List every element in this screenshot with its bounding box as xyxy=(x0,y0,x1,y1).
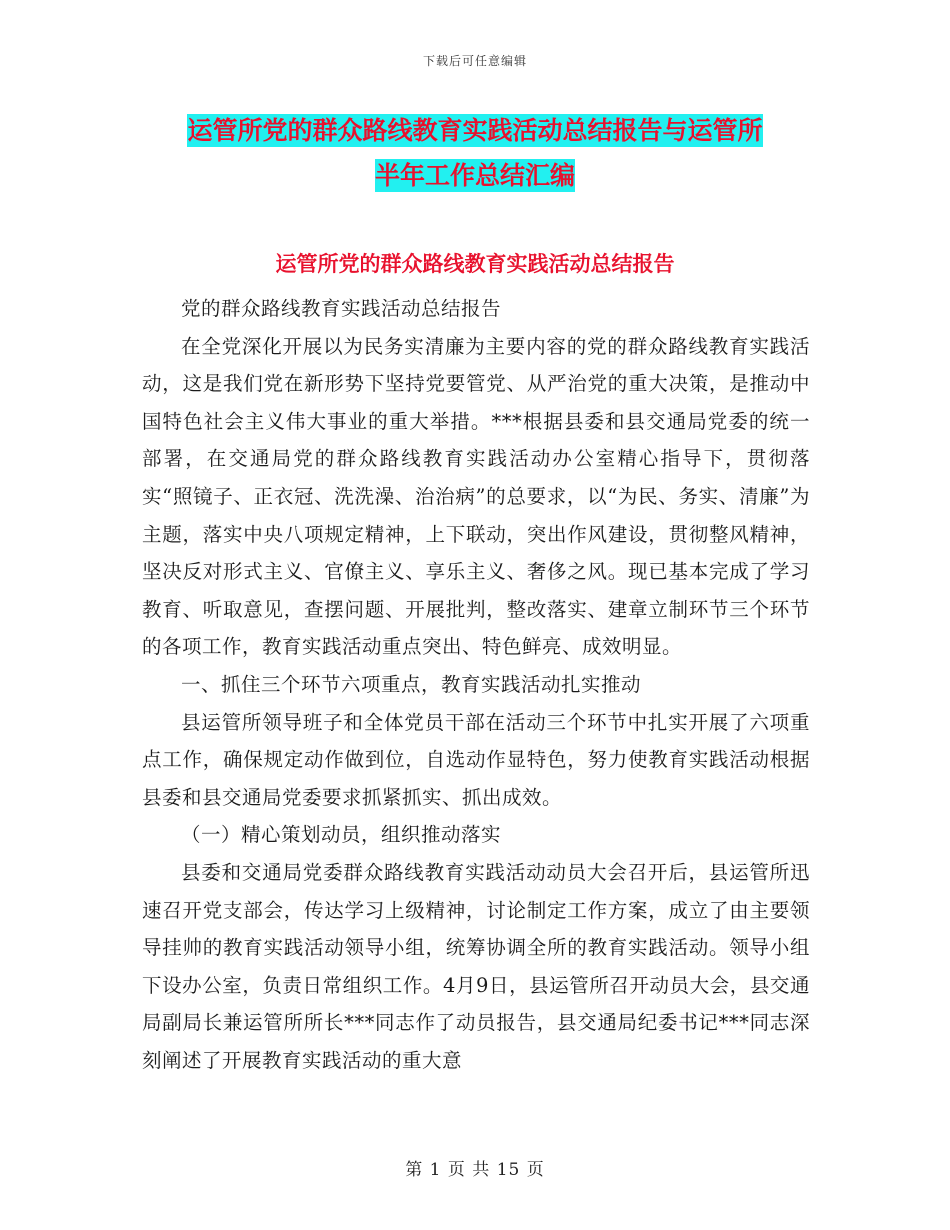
document-body xyxy=(142,290,810,1079)
paragraph-heading: 一、抓住三个环节六项重点，教育实践活动扎实推动 xyxy=(181,672,642,696)
document-title-line-1: 运管所党的群众路线教育实践活动总结报告与运管所 xyxy=(187,116,763,145)
paragraph: 县运管所领导班子和全体党员干部在活动三个环节中扎实开展了六项重点工作，确保规定动作做到位，自选动作显特色，努力使教育实践活动根据县委和县交通局党委要求抓紧抓实、抓出成效。 xyxy=(142,710,810,809)
paragraph: 县委和交通局党委群众路线教育实践活动动员大会召开后，县运管所迅速召开党支部会，传达学习上级精神，讨论制定工作方案，成立了由主要领导挂帅的教育实践活动领导小组，统筹协调全所的教育实践活动。领导小组下设办公室，负责日常组织工作。4月9日，县运管所召开动员大会，县交通局副局长兼运管所所长***同志作了动员报告，县交通局纪委书记***同志深刻阐述了开展教育实践活动的重大意 xyxy=(142,860,810,1072)
paragraph-subheading: （一）精心策划动员，组织推动落实 xyxy=(181,823,502,847)
document-title xyxy=(140,108,810,198)
section-title: 运管所党的群众路线教育实践活动总结报告 xyxy=(275,252,675,276)
page-number: 第 1 页 共 15 页 xyxy=(405,1160,545,1180)
paragraph: 在全党深化开展以为民务实清廉为主要内容的党的群众路线教育实践活动，这是我们党在新形势下坚持党要管党、从严治党的重大决策，是推动中国特色社会主义伟大事业的重大举措。***根据县委和县交通局党委的统一部署，在交通局党的群众路线教育实践活动办公室精心指导下，贯彻落实“照镜子、正衣冠、洗洗澡、治治病”的总要求，以“为民、务实、清廉”为主题，落实中央八项规定精神，上下联动，突出作风建设，贯彻整风精神，坚决反对形式主义、官僚主义、享乐主义、奢侈之风。现已基本完成了学习教育、听取意见，查摆问题、开展批判，整改落实、建章立制环节三个环节的各项工作，教育实践活动重点突出、特色鲜亮、成效明显。 xyxy=(142,334,810,659)
paragraph: 党的群众路线教育实践活动总结报告 xyxy=(181,297,502,320)
header-note: 下载后可任意编辑 xyxy=(422,54,527,68)
document-title-line-2: 半年工作总结汇编 xyxy=(374,161,575,190)
